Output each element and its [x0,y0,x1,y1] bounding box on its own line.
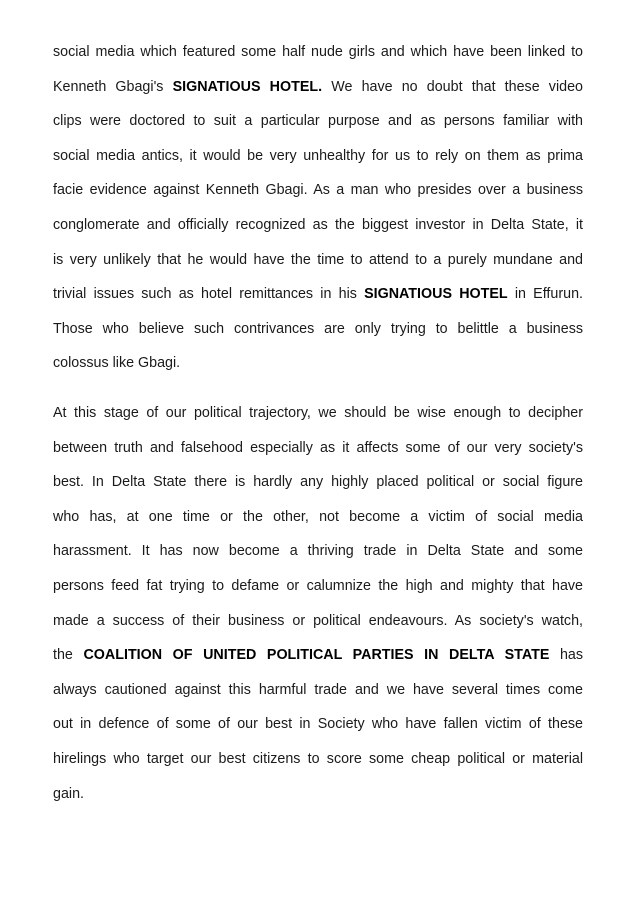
text-run: gain. [53,785,85,802]
text-run: facie evidence against Kenneth Gbagi. As a man who presides over a business [53,182,583,199]
bold-text-run: SIGNATIOUS HOTEL [364,286,508,303]
text-line [53,403,583,438]
text-line [53,784,583,819]
text-run: best. In Delta State there is hardly any highly placed political or social figure [53,474,583,491]
text-run: hirelings who target our best citizens to score some cheap political or material [53,750,583,767]
text-line [53,507,583,542]
text-run: has [549,647,583,664]
text-run: is very unlikely that he would have the time to attend to a purely mundane and [53,251,583,268]
text-run: made a success of their business or political endeavours. As society's watch, [53,612,583,629]
text-line [53,645,583,680]
text-line [53,353,583,388]
text-run: who has, at one time or the other, not become a victim of social media [53,508,583,525]
text-line [53,284,583,319]
text-line [53,749,583,784]
text-line [53,180,583,215]
text-run: At this stage of our political trajectory, we should be wise enough to decipher [53,405,583,421]
text-run: harassment. It has now become a thriving trade in Delta State and some [53,543,583,560]
text-run: conglomerate and officially recognized as the biggest investor in Delta State, it [53,216,583,233]
text-run: clips were doctored to suit a particular purpose and as persons familiar with [53,113,583,130]
text-run: Kenneth Gbagi's [53,78,173,95]
text-run: colossus like Gbagi. [53,355,181,372]
text-run: out in defence of some of our best in Society who have fallen victim of these [53,716,583,733]
text-run: between truth and falsehood especially as it affects some of our very society's [53,439,583,456]
text-line [53,472,583,507]
text-line [53,42,583,77]
text-run: in Effurun. [507,286,583,303]
text-run: social media antics, it would be very unhealthy for us to rely on them as prima [53,147,583,164]
text-line [53,215,583,250]
text-line [53,438,583,473]
paragraph-political-trajectory [53,403,583,818]
text-line [53,714,583,749]
text-line [53,541,583,576]
text-line [53,111,583,146]
text-line [53,319,583,354]
bold-text-run: SIGNATIOUS HOTEL. [172,78,323,95]
paragraph-gbagi-hotel [53,42,583,388]
text-line [53,146,583,181]
text-run: the [53,647,84,664]
text-run: Those who believe such contrivances are only trying to belittle a business [53,320,583,337]
text-run: always cautioned against this harmful trade and we have several times come [53,681,583,698]
text-line [53,680,583,715]
text-line [53,576,583,611]
text-line [53,611,583,646]
text-line [53,250,583,285]
text-run: social media which featured some half nude girls and which have been linked to [53,44,583,60]
text-run: trivial issues such as hotel remittances in his [53,286,365,303]
text-run: We have no doubt that these video [322,78,583,95]
text-line [53,77,583,112]
bold-text-run: COALITION OF UNITED POLITICAL PARTIES IN DELTA STATE [83,647,550,664]
text-run: persons feed fat trying to defame or calumnize the high and mighty that have [53,577,583,594]
